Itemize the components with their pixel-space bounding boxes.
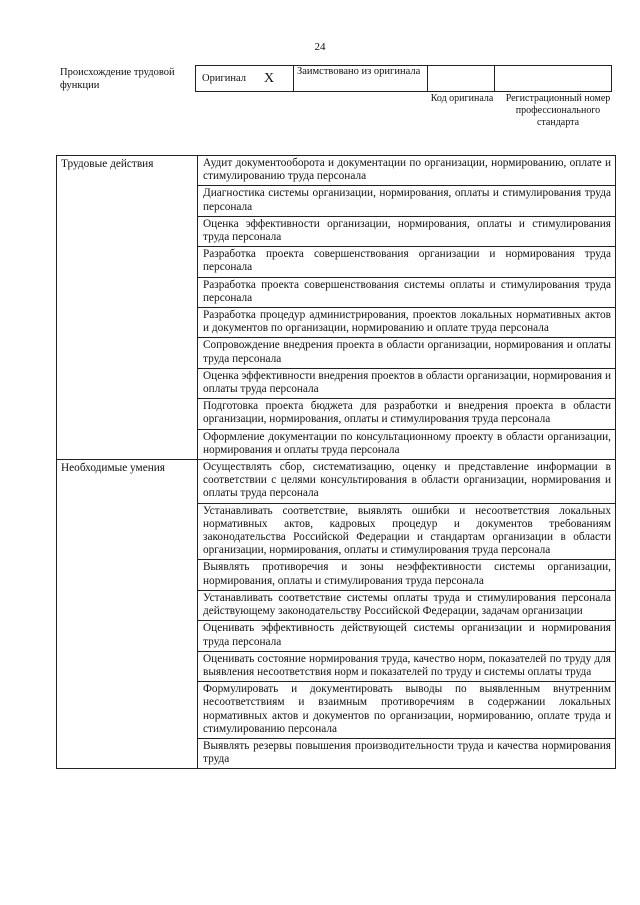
list-item: Оценивать эффективность действующей системы организации и нормирования труда персонала (198, 621, 616, 651)
section-title: Необходимые умения (57, 460, 198, 769)
list-item: Сопровождение внедрения проекта в области организации, нормирования и оплаты труда персонала (198, 338, 616, 368)
list-item: Диагностика системы организации, нормирования, оплаты и стимулирования труда персонала (198, 186, 616, 216)
borrowed-cell: Заимствовано из оригинала (294, 66, 428, 92)
list-item: Подготовка проекта бюджета для разработки и внедрения проекта в области организации, нормирования, оплаты и стимулирования труда персонала (198, 399, 616, 429)
list-item: Устанавливать соответствие системы оплаты труда и стимулирования персонала действующему законодательству Российской Федерации, задачам организации (198, 590, 616, 620)
table-row (57, 460, 616, 504)
list-item: Оформление документации по консультационному проекту в области организации, нормирования и оплаты труда персонала (198, 429, 616, 459)
original-cell: Оригинал (196, 66, 265, 92)
original-mark: X (264, 66, 294, 92)
list-item: Разработка проекта совершенствования системы оплаты и стимулирования труда персонала (198, 277, 616, 307)
page-number: 24 (314, 41, 326, 53)
reg-number-caption: Регистрационный номер профессионального стандарта (505, 93, 611, 128)
list-item: Оценивать состояние нормирования труда, качество норм, показателей по труду для выявления несоответствия норм и показателей по труду и системы оплаты труда (198, 651, 616, 681)
list-item: Осуществлять сбор, систематизацию, оценку и представление информации в соответствии с целями консультирования в области организации, нормирования и оплаты труда персонала (198, 460, 616, 504)
list-item: Разработка процедур администрирования, проектов локальных нормативных актов и документов по организации, нормированию и оплате труда персонала (198, 308, 616, 338)
list-item: Формулировать и документировать выводы по выявленным внутренним несоответствиям и взаимным противоречиям в содержании локальных нормативных актов и документов по организации, нормированию, оплате труда и стимулированию персонала (198, 682, 616, 739)
list-item: Разработка проекта совершенствования организации и нормирования труда персонала (198, 247, 616, 277)
function-table (56, 155, 616, 769)
list-item: Аудит документооборота и документации по организации, нормированию, оплате и стимулированию труда персонала (198, 156, 616, 186)
list-item: Оценка эффективности организации, нормирования, оплаты и стимулирования труда персонала (198, 216, 616, 246)
list-item: Выявлять противоречия и зоны неэффективности системы организации, нормирования, оплаты и стимулирования труда персонала (198, 560, 616, 590)
origin-label: Происхождение трудовой функции (60, 67, 175, 91)
section-title: Трудовые действия (57, 156, 198, 460)
list-item: Выявлять резервы повышения производительности труда и качества нормирования труда (198, 738, 616, 768)
code-cell (428, 66, 495, 92)
table-row (57, 156, 616, 186)
code-caption: Код оригинала (430, 93, 494, 104)
origin-table (195, 65, 612, 92)
list-item: Оценка эффективности внедрения проектов в области организации, нормирования и оплаты труда персонала (198, 368, 616, 398)
reg-number-cell (495, 66, 612, 92)
list-item: Устанавливать соответствие, выявлять ошибки и несоответствия локальных нормативных актов, кадровых процедур и документов требованиям законодательства Российской Федерации и стандартам организации в области организации, нормирования, оплаты и стимулирования труда персонала (198, 503, 616, 560)
